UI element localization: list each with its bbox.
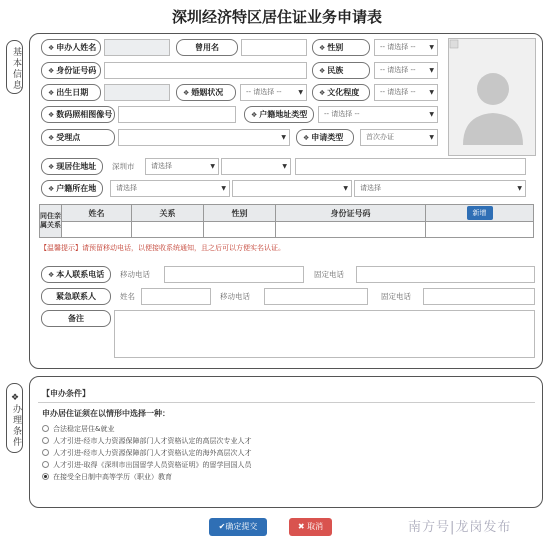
radio-icon[interactable] [42, 449, 49, 456]
condition-option[interactable]: 人才引进-取得《深圳市出国留学人员资格证明》的留学回国人员 [42, 460, 252, 471]
condition-option[interactable]: 人才引进-经市人力资源保障部门人才资格认定的高层次专业人才 [42, 436, 252, 447]
handling-point-label: ❖ 受理点 [41, 129, 115, 146]
birth-date-input[interactable] [104, 84, 170, 101]
address-detail-input[interactable] [295, 158, 526, 175]
gender-select[interactable]: -- 请选择 -- ▼ [374, 39, 438, 56]
photo-placeholder [448, 38, 536, 156]
condition-option[interactable]: 合法稳定居住&就业 [42, 424, 114, 435]
former-name-input[interactable] [241, 39, 307, 56]
basic-info-tab: 基本信息 [6, 40, 23, 94]
hukou-place-label: ❖ 户籍所在地 [41, 180, 103, 197]
col-gender: 性别 [204, 205, 276, 222]
city-text: 深圳市 [112, 162, 135, 171]
ethnicity-select[interactable]: -- 请选择 -- ▼ [374, 62, 438, 79]
birth-date-label: ❖ 出生日期 [41, 84, 101, 101]
mobile-input[interactable] [164, 266, 304, 283]
mobile-label: 移动电话 [120, 270, 150, 279]
remark-label: 备注 [41, 310, 111, 327]
photo-receipt-input[interactable] [118, 106, 236, 123]
photo-receipt-label: ❖ 数码照相图像号 [41, 106, 115, 123]
radio-selected-icon[interactable] [42, 473, 49, 480]
hukou-type-select[interactable]: -- 请选择 -- ▼ [318, 106, 438, 123]
check-icon: ✔ [218, 522, 226, 531]
id-number-input[interactable] [104, 62, 307, 79]
fixed-phone-input[interactable] [356, 266, 535, 283]
relatives-table [39, 204, 534, 238]
col-id: 身份证号码 [276, 205, 426, 222]
submit-button[interactable]: ✔确定提交 [209, 518, 267, 536]
emergency-fixed-label: 固定电话 [381, 292, 411, 301]
id-number-label: ❖ 身份证号码 [41, 62, 101, 79]
emergency-mobile-label: 移动电话 [220, 292, 250, 301]
cancel-button[interactable]: ✖ 取消 [289, 518, 332, 536]
province-select[interactable]: 请选择 ▼ [110, 180, 230, 197]
city-select[interactable]: ▼ [232, 180, 352, 197]
remark-textarea[interactable] [114, 310, 535, 358]
emergency-name-input[interactable] [141, 288, 211, 305]
col-name: 姓名 [62, 205, 132, 222]
divider [38, 402, 535, 403]
close-icon: ✖ [297, 522, 308, 531]
phone-label: ❖ 本人联系电话 [41, 266, 111, 283]
marital-status-label: ❖ 婚姻状况 [176, 84, 236, 101]
emergency-mobile-input[interactable] [264, 288, 368, 305]
applicant-name-input[interactable] [104, 39, 170, 56]
add-relative-button[interactable]: 新增 [467, 206, 493, 220]
fixed-phone-label: 固定电话 [314, 270, 344, 279]
emergency-fixed-input[interactable] [423, 288, 535, 305]
condition-option[interactable]: 人才引进-经市人力资源保障部门人才资格认定的海外高层次人才 [42, 448, 252, 459]
relatives-side-label: 同住亲属关系 [40, 205, 62, 238]
condition-option[interactable]: 在接受全日制中高等学历（职业）教育 [42, 472, 172, 483]
conditions-tab: ❖办理条件 [6, 383, 23, 453]
district-select[interactable]: 请选择 ▼ [145, 158, 219, 175]
col-relation: 关系 [132, 205, 204, 222]
watermark: 南方号|龙岗发布 [408, 520, 512, 535]
emergency-name-label: 姓名 [120, 292, 135, 301]
street-select[interactable]: ▼ [221, 158, 291, 175]
radio-icon[interactable] [42, 425, 49, 432]
handling-point-select[interactable]: ▼ [118, 129, 290, 146]
former-name-label: 曾用名 [176, 39, 238, 56]
page-title: 深圳经济特区居住证业务申请表 [171, 8, 382, 26]
emergency-label: 紧急联系人 [41, 288, 111, 305]
apply-type-select[interactable]: 首次办证 ▼ [360, 129, 438, 146]
county-select[interactable]: 请选择 ▼ [354, 180, 526, 197]
marital-status-select[interactable]: -- 请选择 -- ▼ [240, 84, 307, 101]
conditions-head: 【申办条件】 [42, 389, 90, 398]
hint-text: 【温馨提示】请预留移动电话，以便接收系统通知，且之后可以方便实名认证。 [40, 244, 285, 252]
gender-label: ❖ 性别 [312, 39, 370, 56]
conditions-question: 申办居住证须在以情形中选择一种： [42, 409, 170, 418]
current-address-label: ❖ 现居住地址 [41, 158, 103, 175]
add-cell [426, 205, 534, 222]
applicant-name-label: ❖ 申办人姓名 [41, 39, 101, 56]
radio-icon[interactable] [42, 437, 49, 444]
avatar-icon [449, 39, 537, 157]
radio-icon[interactable] [42, 461, 49, 468]
ethnicity-label: ❖ 民族 [312, 62, 370, 79]
education-select[interactable]: -- 请选择 -- ▼ [374, 84, 438, 101]
education-label: ❖ 文化程度 [312, 84, 370, 101]
apply-type-label: ❖ 申请类型 [296, 129, 354, 146]
hukou-type-label: ❖ 户籍地址类型 [244, 106, 314, 123]
